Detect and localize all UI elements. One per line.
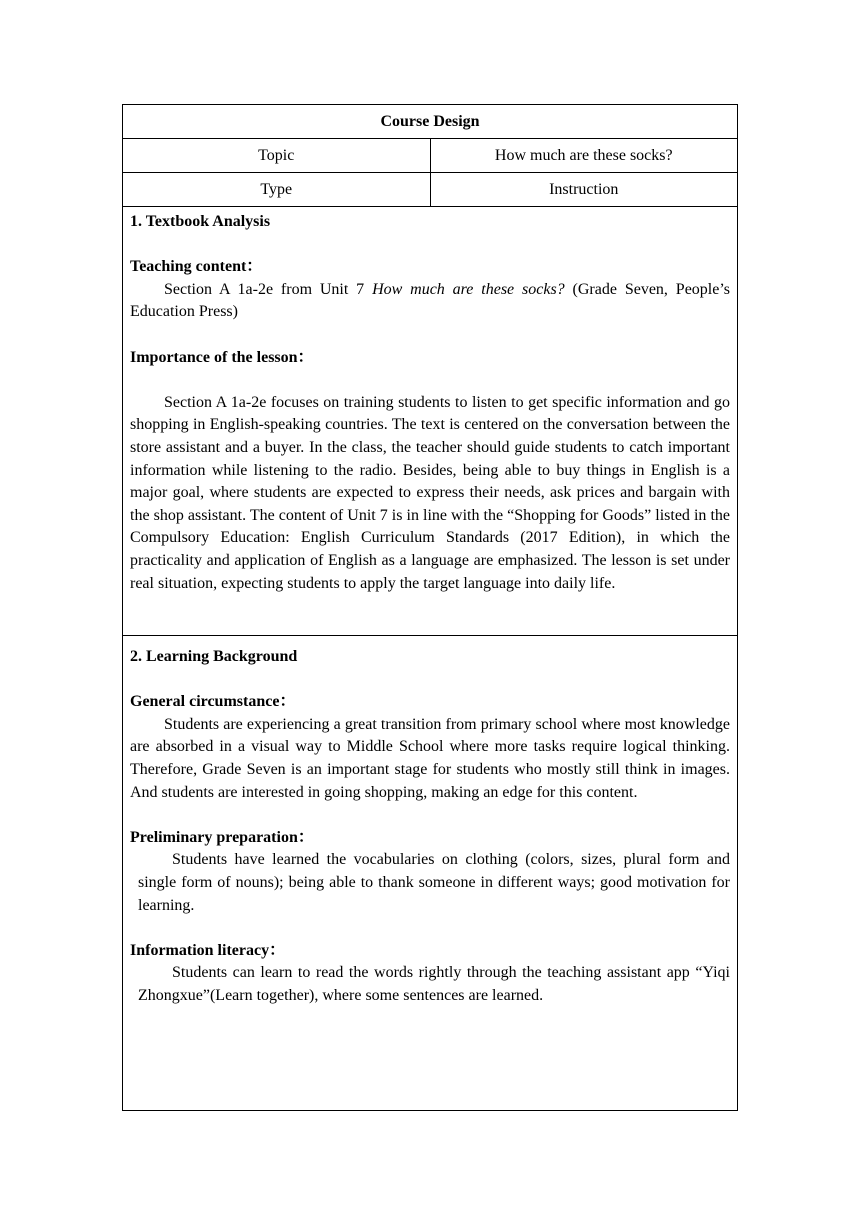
textbook-analysis-section [123, 207, 738, 636]
teaching-content-book-title: How much are these socks? [372, 280, 565, 298]
teaching-content-post: (Grade Seven, People’s Education Press) [130, 280, 731, 321]
general-circumstance-label: General circumstance： [130, 693, 296, 711]
information-literacy-text: Students can learn to read the words rightly through the teaching assistant app “Yiqi Zhongxue”(Learn together), where some sentences are learned. [138, 964, 730, 1004]
teaching-content-text [130, 279, 730, 324]
section-heading: 1. Textbook Analysis [130, 213, 271, 230]
section-heading: 2. Learning Background [130, 648, 298, 665]
preliminary-preparation-text: Students have learned the vocabularies on clothing (colors, sizes, plural form and single form of nouns); being able to thank someone in different ways; good motivation for learning. [138, 851, 730, 914]
type-value: Instruction [430, 173, 738, 207]
topic-value: How much are these socks? [430, 139, 738, 173]
importance-text: Section A 1a-2e focuses on training students to listen to get specific information and go shopping in English-speaking countries. The text is centered on the conversation between the store assistant and a buyer. In the class, the teacher should guide students to catch important information while listening to the radio. Besides, being able to buy things in English is a major goal, where students are expected to express their needs, ask prices and bargain with the shop assistant. The content of Unit 7 is in line with the “Shopping for Goods” listed in the Compulsory Education: English Curriculum Standards (2017 Edition), in which the practicality and application of English as a language are emphasized. The lesson is set under real situation, expecting students to apply the target language into daily life. [130, 393, 730, 592]
general-circumstance-text: Students are experiencing a great transition from primary school where most knowledge are absorbed in a visual way to Middle School where more tasks require logical thinking. Therefore, Grade Seven is an important stage for students who mostly still think in images. And students are interested in going shopping, making an edge for this content. [130, 715, 730, 801]
type-label: Type [123, 173, 431, 207]
information-literacy-label: Information literacy： [130, 941, 286, 959]
teaching-content-label: Teaching content： [130, 258, 263, 276]
teaching-content-pre: Section A 1a-2e from Unit 7 [164, 280, 373, 298]
preliminary-preparation-label: Preliminary preparation： [130, 828, 314, 846]
course-design-table [122, 104, 738, 1111]
learning-background-section [123, 636, 738, 1111]
topic-label: Topic [123, 139, 431, 173]
table-row [123, 139, 738, 173]
table-title: Course Design [123, 105, 738, 139]
importance-label: Importance of the lesson： [130, 348, 314, 366]
table-row [123, 173, 738, 207]
